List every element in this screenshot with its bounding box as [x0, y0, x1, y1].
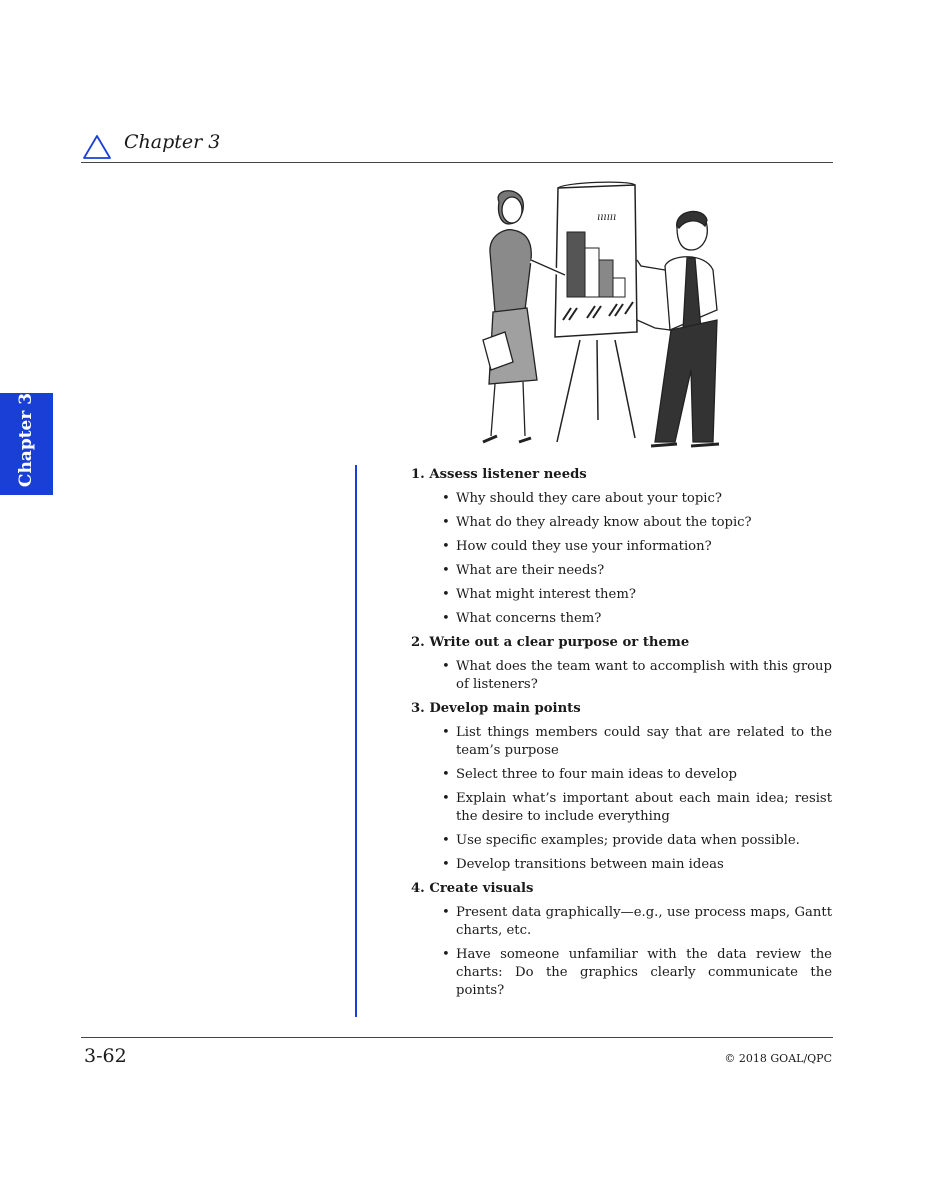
section-1: [411, 466, 832, 628]
bullet-icon: •: [442, 791, 450, 806]
list-item: • What are their needs?: [442, 563, 605, 578]
section-3: [411, 700, 832, 874]
man-figure: [637, 211, 719, 446]
bullet-icon: •: [442, 947, 450, 962]
list-item: • Have someone unfamiliar with the data review the charts: Do the graphics clearly communicate the points?: [442, 947, 832, 998]
list-item: • Use specific examples; provide data when possible.: [442, 833, 800, 848]
list-item: • List things members could say that are related to the team’s purpose: [442, 725, 832, 758]
header-divider: [81, 162, 833, 163]
section-2: [411, 634, 832, 694]
list-item: • What does the team want to accomplish with this group of listeners?: [442, 659, 832, 692]
triangle-icon: [82, 134, 112, 160]
section-title: 2. Write out a clear purpose or theme: [411, 635, 690, 650]
bullet-icon: •: [442, 857, 450, 872]
section-title: 1. Assess listener needs: [411, 467, 587, 482]
page-header: [82, 128, 833, 162]
footer-divider: [81, 1037, 833, 1038]
bullet-icon: •: [442, 515, 450, 530]
list-item: • Why should they care about your topic?: [442, 491, 722, 506]
bullet-icon: •: [442, 611, 450, 626]
list-item: • What might interest them?: [442, 587, 636, 602]
bullet-icon: •: [442, 905, 450, 920]
bullet-icon: •: [442, 587, 450, 602]
list-item: • What concerns them?: [442, 611, 602, 626]
bullet-list: [411, 724, 832, 874]
bullet-icon: •: [442, 767, 450, 782]
list-item: • Develop transitions between main ideas: [442, 857, 724, 872]
bullet-icon: •: [442, 833, 450, 848]
bullet-icon: •: [442, 539, 450, 554]
content-column: [411, 466, 832, 1006]
margin-rule: [355, 465, 357, 1017]
flip-chart-scribble: ıııııı: [597, 212, 617, 223]
presentation-illustration: [465, 180, 720, 455]
section-4: [411, 880, 832, 1000]
bullet-list: [411, 904, 832, 1000]
bullet-icon: •: [442, 563, 450, 578]
chapter-side-tab[interactable]: [0, 393, 53, 495]
list-item: • Explain what’s important about each main idea; resist the desire to include everything: [442, 791, 832, 824]
bullet-list: [411, 658, 832, 694]
section-title: 4. Create visuals: [411, 881, 534, 896]
side-tab-label: Chapter 3: [16, 392, 36, 488]
list-item: • How could they use your information?: [442, 539, 712, 554]
list-item: • What do they already know about the topic?: [442, 515, 752, 530]
section-title: 3. Develop main points: [411, 701, 581, 716]
page-number: 3-62: [84, 1045, 127, 1067]
woman-figure: [483, 191, 565, 442]
bullet-list: [411, 490, 832, 628]
bullet-icon: •: [442, 491, 450, 506]
easel: [557, 340, 635, 442]
bullet-icon: •: [442, 725, 450, 740]
copyright-notice: © 2018 GOAL/QPC: [724, 1052, 832, 1065]
list-item: • Select three to four main ideas to develop: [442, 767, 737, 782]
list-item: • Present data graphically—e.g., use process maps, Gantt charts, etc.: [442, 905, 832, 938]
bullet-icon: •: [442, 659, 450, 674]
chapter-title: Chapter 3: [124, 131, 221, 153]
